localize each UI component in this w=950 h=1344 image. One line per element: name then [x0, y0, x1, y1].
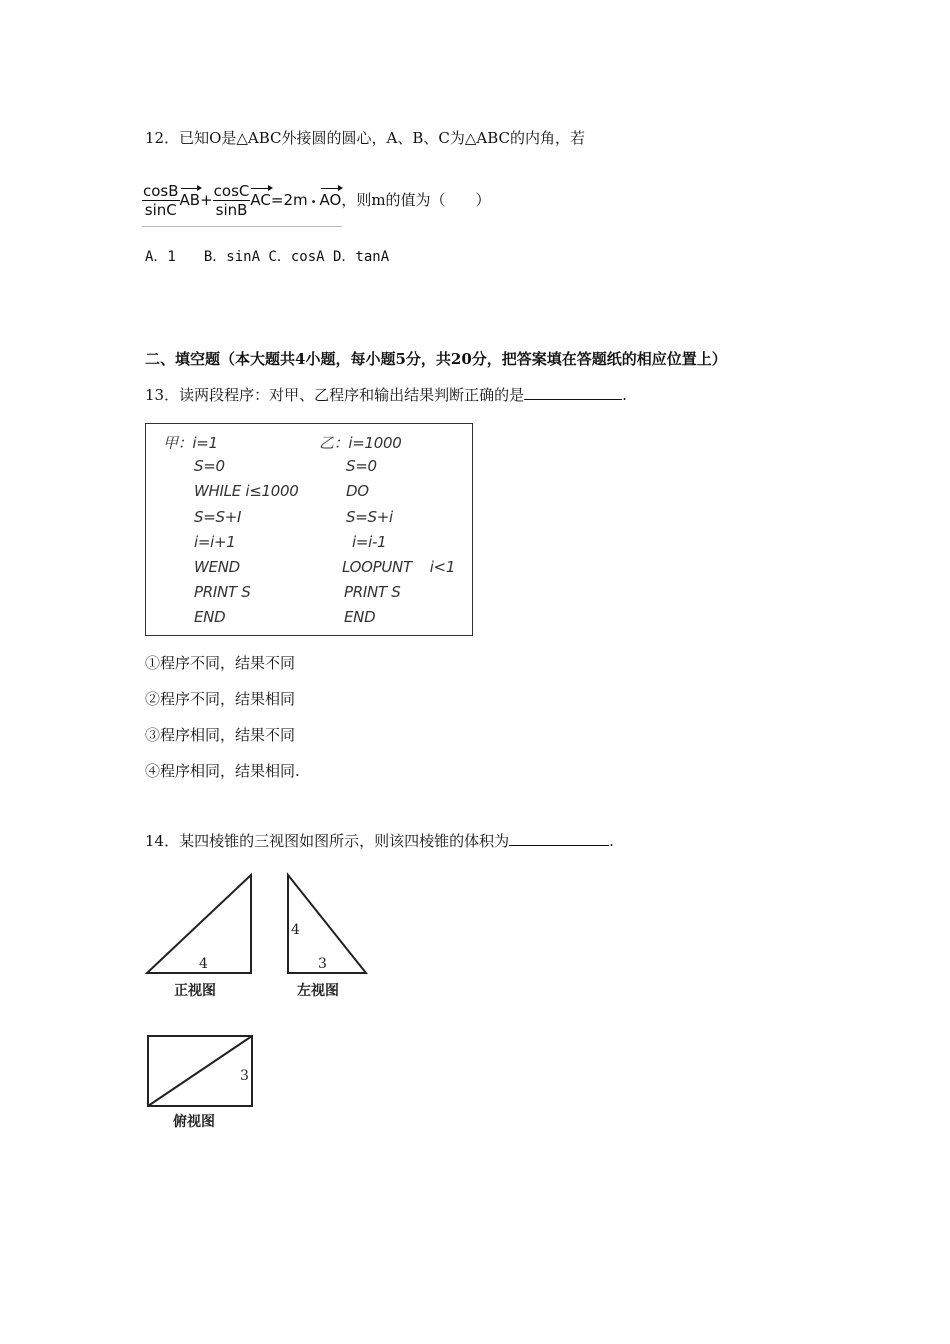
three-views-figure: [140, 868, 375, 1133]
front-view-label: 正视图: [174, 983, 216, 999]
dot-operator: •: [310, 197, 317, 208]
yi-line-4: S=S+i: [346, 508, 393, 526]
equation-underline: [142, 226, 342, 227]
fraction-denominator: sinC: [144, 201, 177, 219]
jia-line-2: S=0: [194, 457, 225, 475]
q13-choice-1: ①程序不同，结果不同: [145, 654, 296, 672]
vector-ao: AO: [319, 191, 342, 209]
fraction-numerator: cosC: [213, 182, 250, 200]
yi-line-5: i=i-1: [352, 533, 387, 551]
left-view-label: 左视图: [297, 983, 339, 999]
jia-line-6: WEND: [194, 558, 240, 576]
jia-line-1: 甲：i=1: [163, 434, 218, 452]
q13-stem: 13．读两段程序：对甲、乙程序和输出结果判断正确的是: [145, 386, 525, 404]
top-view-diagonal: [148, 1036, 252, 1106]
q14-stem: 14．某四棱锥的三视图如图所示，则该四棱锥的体积为: [145, 832, 510, 850]
fraction-cosc-sinb: [213, 182, 251, 219]
equals-2m: =2m: [270, 191, 308, 209]
yi-line-8: END: [344, 608, 376, 626]
yi-line-7: PRINT S: [344, 583, 401, 601]
plus-sign: +: [200, 191, 213, 209]
top-view-label: 俯视图: [173, 1114, 215, 1130]
section-heading: 二、填空题（本大题共4小题，每小题5分，共20分，把答案填在答题纸的相应位置上）: [145, 350, 727, 368]
q13-stem-line: [145, 384, 627, 405]
jia-line-7: PRINT S: [194, 583, 251, 601]
vector-ab: AB: [179, 191, 201, 209]
front-view-dimension: 4: [199, 956, 208, 972]
fraction-cosb-sinc: [142, 182, 180, 219]
q12-stem: 12．已知O是△ABC外接圆的圆心，A、B、C为△ABC的内角，若: [145, 129, 586, 147]
program-box: [145, 423, 473, 636]
q12-options: A．1 B．sinA C．cosA D．tanA: [145, 249, 390, 265]
q14-stem-line: [145, 830, 614, 851]
jia-line-3: WHILE i≤1000: [194, 482, 299, 500]
jia-line-4: S=S+I: [194, 508, 242, 526]
q13-choice-4: ④程序相同，结果相同.: [145, 762, 300, 780]
yi-line-2: S=0: [346, 457, 377, 475]
q12-tail: ，则m的值为（ ）: [341, 191, 491, 209]
q12-equation: [142, 182, 491, 228]
left-view-width: 3: [318, 956, 327, 972]
q14-end: .: [609, 832, 614, 850]
yi-line-1: 乙：i=1000: [319, 434, 402, 452]
fraction-denominator: sinB: [215, 201, 248, 219]
answer-blank: [524, 385, 622, 400]
q13-end: .: [622, 386, 627, 404]
jia-line-8: END: [194, 608, 226, 626]
vector-ac: AC: [250, 191, 271, 209]
top-view-dimension: 3: [240, 1068, 249, 1084]
yi-line-3: DO: [346, 482, 369, 500]
left-view-height: 4: [291, 922, 300, 938]
yi-line-6: LOOPUNT i<1: [342, 558, 456, 576]
jia-line-5: i=i+1: [194, 533, 236, 551]
q13-choice-2: ②程序不同，结果相同: [145, 690, 296, 708]
q13-choice-3: ③程序相同，结果不同: [145, 726, 296, 744]
fraction-numerator: cosB: [143, 182, 179, 200]
answer-blank: [509, 831, 609, 846]
